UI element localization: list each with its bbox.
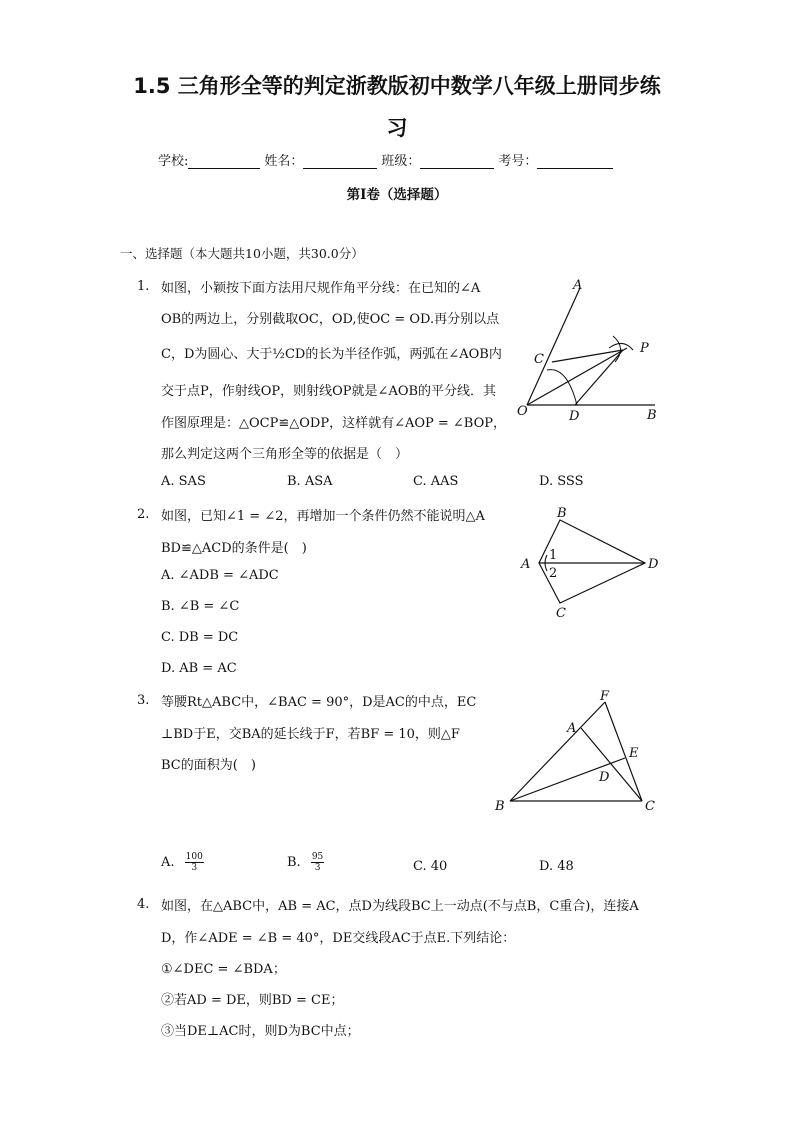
- name-blank[interactable]: [303, 154, 377, 169]
- q1-label-p: P: [640, 341, 649, 356]
- q1-option-c[interactable]: C. AAS: [413, 474, 459, 489]
- q3-line-2: ⊥BD于E，交BA的延长线于F，若BF = 10，则△F: [161, 727, 460, 742]
- q3-line-1: 等腰Rt△ABC中，∠BAC = 90°，D是AC的中点，EC: [161, 695, 477, 710]
- q3-option-b[interactable]: B. $\frac{95}{3}$: [287, 852, 324, 873]
- exam-no-label: 考号：: [498, 154, 538, 169]
- q2-label-b: B: [557, 506, 567, 521]
- q2-figure: [515, 505, 665, 620]
- q3-label-a: A: [567, 721, 577, 736]
- q1-label-b: B: [647, 408, 657, 423]
- q1-number: 1.: [137, 279, 150, 294]
- q3-line-3: BC的面积为( ): [161, 758, 256, 773]
- document-title-line-2: 习: [386, 116, 408, 140]
- q1-line-6: 那么判定这两个三角形全等的依据是（ ）: [161, 447, 409, 462]
- q3-label-b: B: [495, 799, 505, 814]
- q3-option-b-fraction: $\frac{95}{3}$: [311, 852, 324, 873]
- q2-angle-1: 1: [549, 548, 558, 563]
- q1-label-d: D: [569, 409, 580, 424]
- q1-label-a: A: [573, 278, 583, 293]
- q4-line-2: D，作∠ADE = ∠B = 40°，DE交线段AC于点E.下列结论：: [161, 931, 516, 946]
- q3-figure: [488, 688, 668, 818]
- q3-number: 3.: [137, 693, 150, 708]
- volume-title: 第I卷（选择题）: [346, 187, 448, 203]
- q3-option-a[interactable]: A. $\frac{100}{3}$: [161, 852, 203, 873]
- segment-ac: [581, 728, 642, 801]
- q2-line-2: BD≌△ACD的条件是( ): [161, 541, 307, 556]
- ray-oa: [527, 288, 580, 405]
- exam-no-blank[interactable]: [537, 154, 613, 169]
- q1-option-a[interactable]: A. SAS: [161, 474, 206, 489]
- q3-label-c: C: [645, 799, 655, 814]
- school-label: 学校:: [158, 154, 189, 169]
- class-label: 班级：: [381, 154, 421, 169]
- school-blank[interactable]: [188, 154, 260, 169]
- q2-number: 2.: [137, 507, 150, 522]
- q4-conclusion-1: ①∠DEC = ∠BDA；: [161, 962, 286, 977]
- q3-label-e: E: [629, 746, 639, 761]
- segment-bf: [510, 702, 605, 801]
- q4-number: 4.: [137, 897, 150, 912]
- q1-line-2: OB的两边上，分别截取OC，OD,使OC = OD.再分别以点: [161, 312, 500, 327]
- q3-label-f: F: [600, 689, 610, 704]
- q2-angle-2: 2: [549, 566, 558, 581]
- q1-label-o: O: [517, 404, 528, 419]
- document-title-line-1: 1.5 三角形全等的判定浙教版初中数学八年级上册同步练: [133, 74, 661, 98]
- q2-option-c[interactable]: C. DB = DC: [161, 630, 239, 645]
- q4-conclusion-3: ③当DE⊥AC时，则D为BC中点；: [161, 1024, 360, 1039]
- q3-option-c[interactable]: C. 40: [413, 859, 448, 874]
- q1-line-1: 如图，小颖按下面方法用尺规作角平分线：在已知的∠A: [161, 281, 481, 296]
- q4-conclusion-2: ②若AD = DE，则BD = CE；: [161, 993, 344, 1008]
- q3-label-d: D: [599, 770, 610, 785]
- q1-option-b[interactable]: B. ASA: [287, 474, 333, 489]
- q2-option-a[interactable]: A. ∠ADB = ∠ADC: [161, 568, 279, 583]
- q3-option-d[interactable]: D. 48: [539, 859, 574, 874]
- q1-option-d[interactable]: D. SSS: [539, 474, 584, 489]
- q1-figure: [505, 270, 675, 430]
- class-blank[interactable]: [420, 154, 494, 169]
- q2-line-1: 如图，已知∠1 = ∠2，再增加一个条件仍然不能说明△A: [161, 509, 485, 524]
- q2-label-a: A: [521, 557, 531, 572]
- q2-option-b[interactable]: B. ∠B = ∠C: [161, 599, 240, 614]
- q4-line-1: 如图，在△ABC中，AB = AC，点D为线段BC上一动点(不与点B，C重合)，连接A: [161, 899, 639, 914]
- segment-dp: [575, 350, 623, 405]
- q1-line-4: 交于点P，作射线OP，则射线OP就是∠AOB的平分线．其: [161, 384, 497, 399]
- arc-cd: [547, 370, 577, 405]
- q2-option-d[interactable]: D. AB = AC: [161, 661, 237, 676]
- section-heading: 一、选择题（本大题共10小题，共30.0分）: [120, 246, 364, 261]
- q2-label-d: D: [648, 557, 659, 572]
- q2-label-c: C: [556, 606, 566, 620]
- q3-option-a-fraction: $\frac{100}{3}$: [185, 852, 203, 873]
- name-label: 姓名：: [264, 154, 304, 169]
- student-info-row: [158, 150, 617, 169]
- q1-line-5: 作图原理是：△OCP≌△ODP，这样就有∠AOP = ∠BOP，: [161, 416, 507, 431]
- q1-line-3: C，D为圆心、大于½CD的长为半径作弧，两弧在∠AOB内: [161, 347, 502, 362]
- arc-from-c: [613, 336, 621, 362]
- q1-label-c: C: [534, 352, 544, 367]
